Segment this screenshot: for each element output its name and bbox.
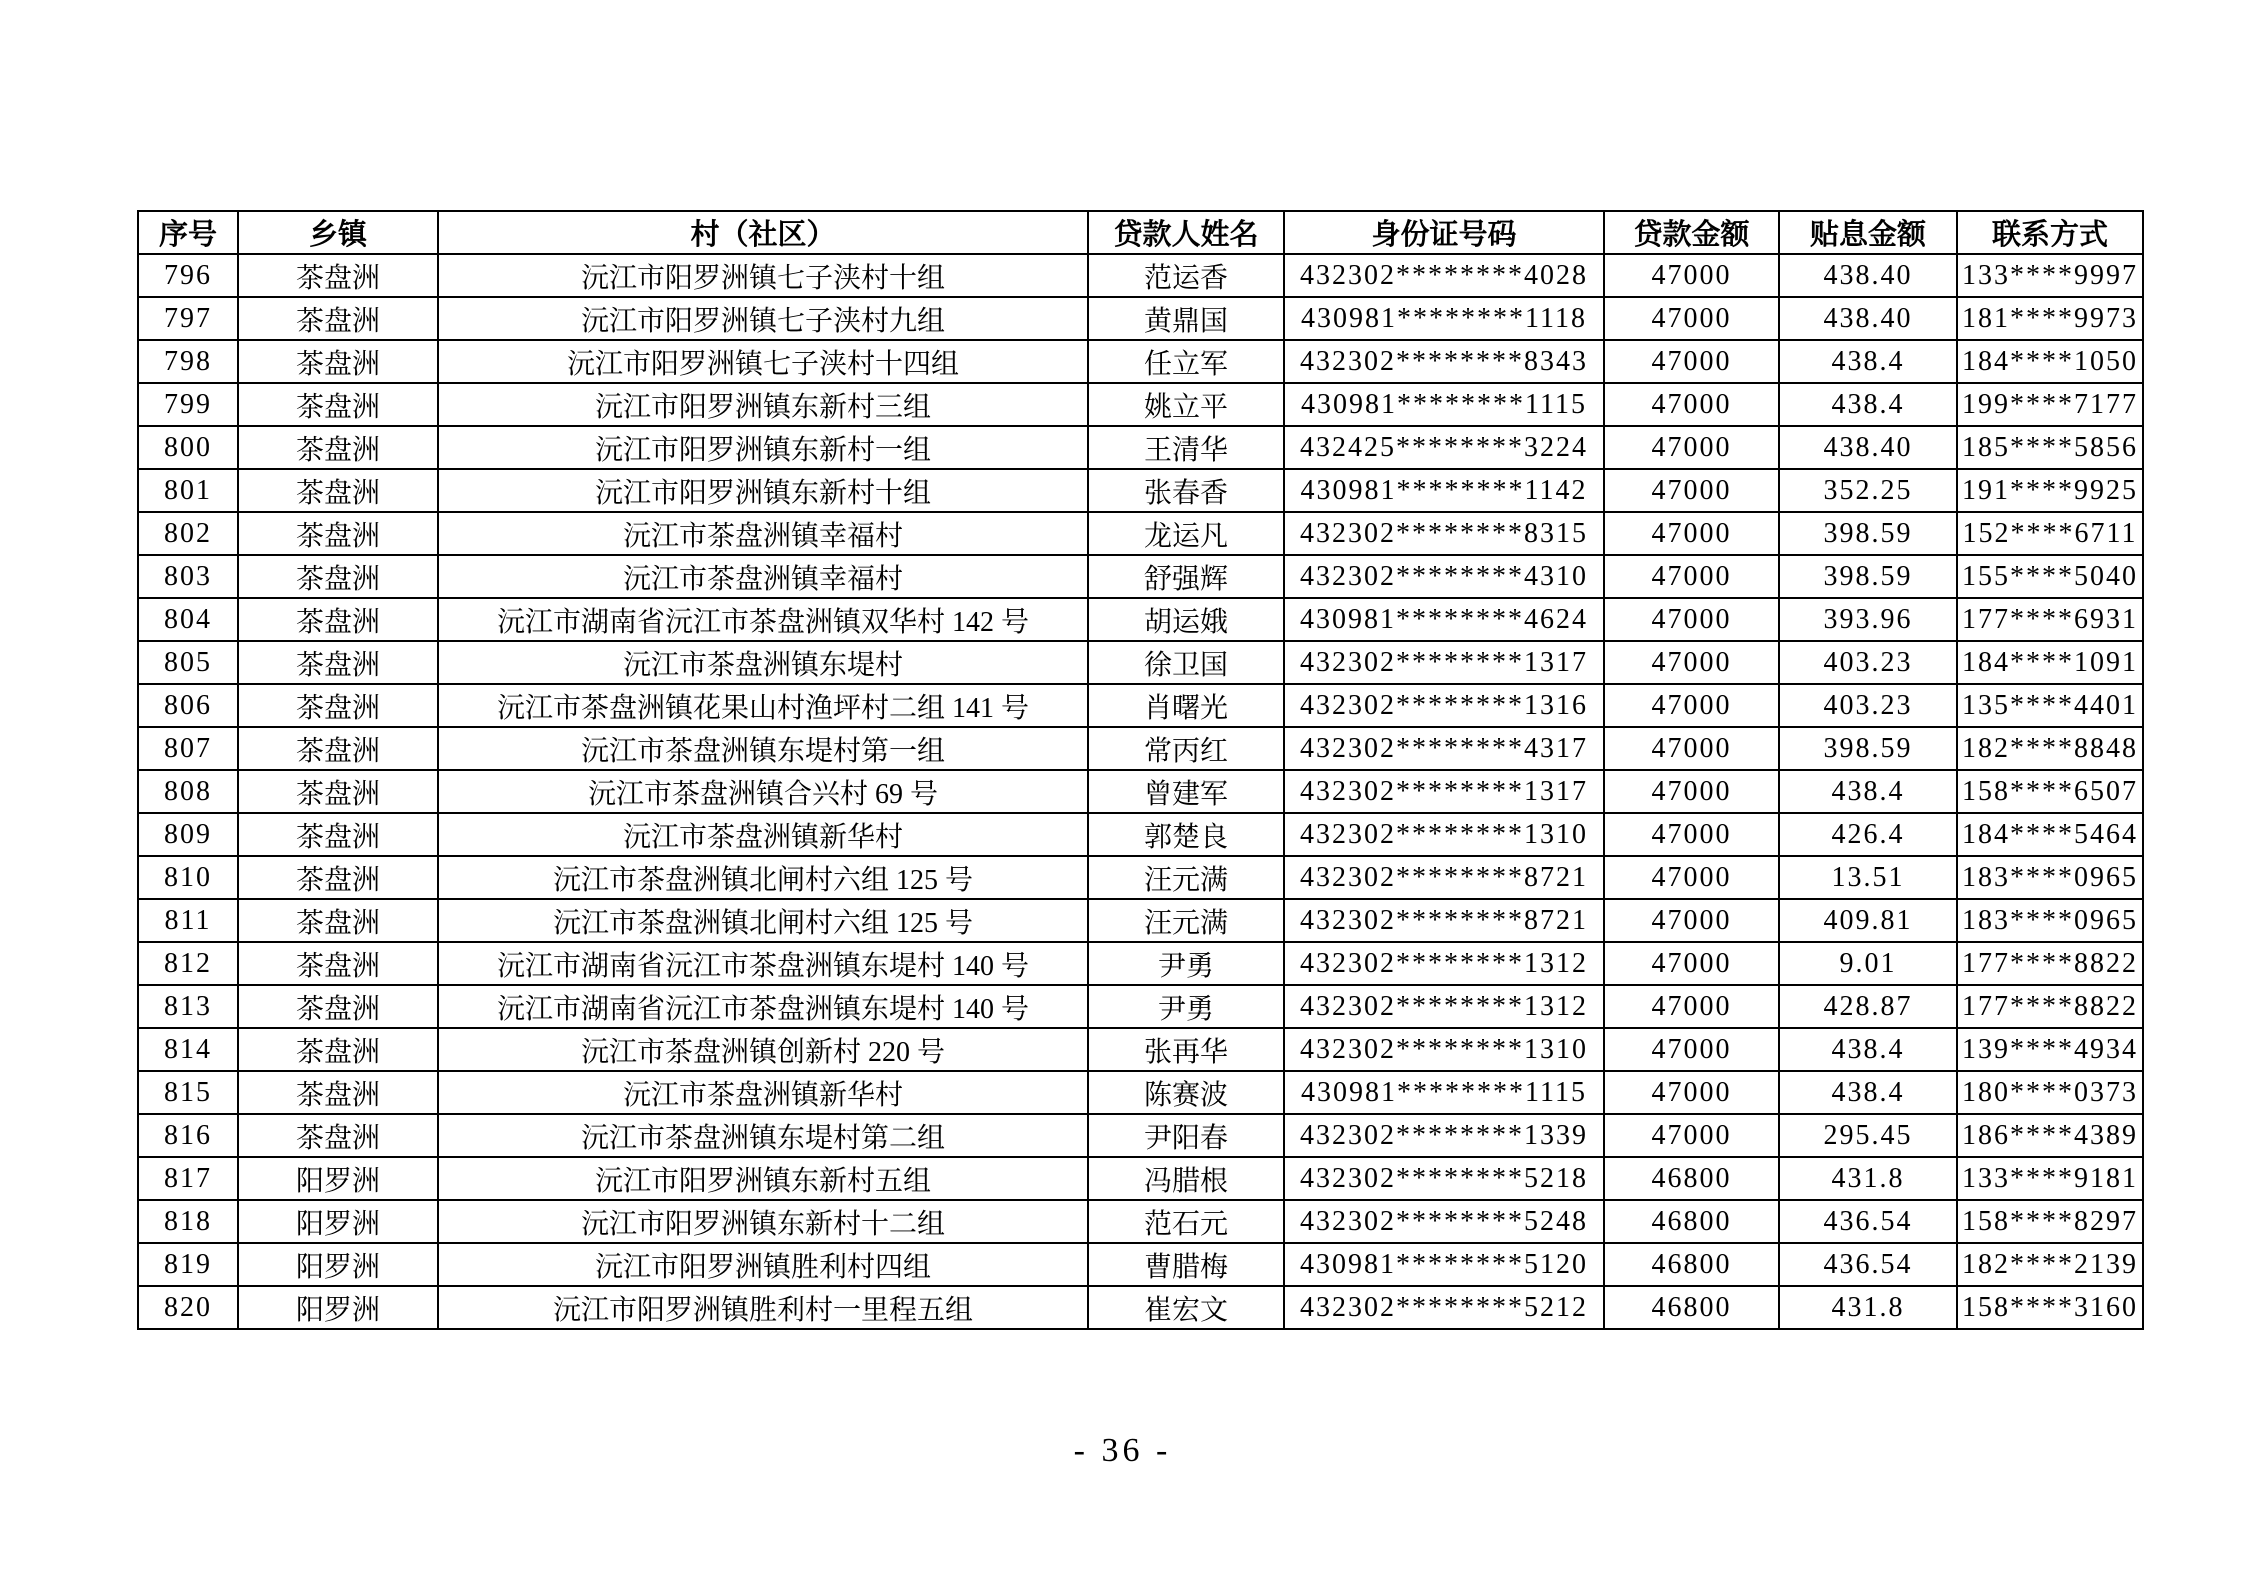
- cell-id_number: 432302********1312: [1284, 985, 1604, 1028]
- table-row: [138, 1243, 2143, 1286]
- table-row: [138, 426, 2143, 469]
- cell-contact: 155****5040: [1957, 555, 2143, 598]
- cell-subsidy_amount: 426.4: [1779, 813, 1957, 856]
- cell-contact: 133****9997: [1957, 254, 2143, 297]
- cell-township: 茶盘洲: [238, 1028, 438, 1071]
- cell-contact: 152****6711: [1957, 512, 2143, 555]
- table-header-row: [138, 211, 2143, 254]
- table-row: [138, 1114, 2143, 1157]
- cell-seq: 804: [138, 598, 238, 641]
- cell-township: 茶盘洲: [238, 1114, 438, 1157]
- cell-subsidy_amount: 436.54: [1779, 1243, 1957, 1286]
- table-row: [138, 770, 2143, 813]
- cell-village: 沅江市茶盘洲镇东堤村: [438, 641, 1088, 684]
- cell-contact: 180****0373: [1957, 1071, 2143, 1114]
- table-row: [138, 856, 2143, 899]
- cell-village: 沅江市茶盘洲镇幸福村: [438, 555, 1088, 598]
- table-row: [138, 555, 2143, 598]
- cell-contact: 186****4389: [1957, 1114, 2143, 1157]
- cell-seq: 796: [138, 254, 238, 297]
- table-row: [138, 1157, 2143, 1200]
- table-row: [138, 1200, 2143, 1243]
- cell-loan_amount: 46800: [1604, 1243, 1779, 1286]
- cell-township: 阳罗洲: [238, 1286, 438, 1329]
- cell-id_number: 432302********1310: [1284, 813, 1604, 856]
- cell-seq: 805: [138, 641, 238, 684]
- cell-subsidy_amount: 398.59: [1779, 555, 1957, 598]
- cell-subsidy_amount: 438.4: [1779, 383, 1957, 426]
- cell-loan_amount: 47000: [1604, 856, 1779, 899]
- cell-seq: 807: [138, 727, 238, 770]
- cell-borrower: 龙运凡: [1088, 512, 1284, 555]
- cell-subsidy_amount: 403.23: [1779, 684, 1957, 727]
- cell-contact: 183****0965: [1957, 899, 2143, 942]
- cell-contact: 158****3160: [1957, 1286, 2143, 1329]
- cell-contact: 177****6931: [1957, 598, 2143, 641]
- cell-township: 茶盘洲: [238, 641, 438, 684]
- cell-loan_amount: 47000: [1604, 1028, 1779, 1071]
- cell-contact: 182****8848: [1957, 727, 2143, 770]
- cell-subsidy_amount: 403.23: [1779, 641, 1957, 684]
- cell-seq: 812: [138, 942, 238, 985]
- cell-loan_amount: 47000: [1604, 254, 1779, 297]
- cell-village: 沅江市茶盘洲镇北闸村六组 125 号: [438, 899, 1088, 942]
- cell-loan_amount: 47000: [1604, 684, 1779, 727]
- loan-subsidy-table: [137, 210, 2144, 1330]
- cell-village: 沅江市阳罗洲镇东新村一组: [438, 426, 1088, 469]
- cell-loan_amount: 47000: [1604, 297, 1779, 340]
- cell-borrower: 范石元: [1088, 1200, 1284, 1243]
- cell-id_number: 432302********1317: [1284, 641, 1604, 684]
- table-row: [138, 254, 2143, 297]
- cell-borrower: 陈赛波: [1088, 1071, 1284, 1114]
- cell-borrower: 张再华: [1088, 1028, 1284, 1071]
- cell-contact: 183****0965: [1957, 856, 2143, 899]
- cell-subsidy_amount: 438.40: [1779, 426, 1957, 469]
- table-row: [138, 383, 2143, 426]
- cell-id_number: 430981********1118: [1284, 297, 1604, 340]
- cell-id_number: 432302********1316: [1284, 684, 1604, 727]
- cell-borrower: 冯腊根: [1088, 1157, 1284, 1200]
- cell-township: 阳罗洲: [238, 1200, 438, 1243]
- cell-contact: 184****5464: [1957, 813, 2143, 856]
- table-row: [138, 899, 2143, 942]
- cell-id_number: 432302********1312: [1284, 942, 1604, 985]
- cell-loan_amount: 47000: [1604, 555, 1779, 598]
- cell-id_number: 430981********5120: [1284, 1243, 1604, 1286]
- cell-subsidy_amount: 438.4: [1779, 1071, 1957, 1114]
- cell-seq: 800: [138, 426, 238, 469]
- cell-borrower: 黄鼎国: [1088, 297, 1284, 340]
- table-row: [138, 340, 2143, 383]
- cell-loan_amount: 46800: [1604, 1200, 1779, 1243]
- cell-subsidy_amount: 436.54: [1779, 1200, 1957, 1243]
- cell-loan_amount: 47000: [1604, 383, 1779, 426]
- cell-village: 沅江市茶盘洲镇东堤村第一组: [438, 727, 1088, 770]
- cell-subsidy_amount: 438.40: [1779, 254, 1957, 297]
- cell-subsidy_amount: 438.40: [1779, 297, 1957, 340]
- cell-seq: 808: [138, 770, 238, 813]
- cell-id_number: 432302********5218: [1284, 1157, 1604, 1200]
- cell-borrower: 尹勇: [1088, 942, 1284, 985]
- cell-contact: 191****9925: [1957, 469, 2143, 512]
- cell-township: 茶盘洲: [238, 598, 438, 641]
- cell-seq: 799: [138, 383, 238, 426]
- cell-subsidy_amount: 9.01: [1779, 942, 1957, 985]
- cell-borrower: 曾建军: [1088, 770, 1284, 813]
- cell-seq: 806: [138, 684, 238, 727]
- cell-borrower: 崔宏文: [1088, 1286, 1284, 1329]
- table-row: [138, 684, 2143, 727]
- cell-borrower: 任立军: [1088, 340, 1284, 383]
- cell-seq: 813: [138, 985, 238, 1028]
- cell-loan_amount: 47000: [1604, 512, 1779, 555]
- cell-borrower: 肖曙光: [1088, 684, 1284, 727]
- cell-loan_amount: 47000: [1604, 770, 1779, 813]
- cell-subsidy_amount: 352.25: [1779, 469, 1957, 512]
- cell-village: 沅江市阳罗洲镇七子浃村九组: [438, 297, 1088, 340]
- table-row: [138, 942, 2143, 985]
- page-number: - 36 -: [1073, 1432, 1172, 1469]
- cell-village: 沅江市茶盘洲镇幸福村: [438, 512, 1088, 555]
- cell-township: 茶盘洲: [238, 985, 438, 1028]
- cell-contact: 184****1091: [1957, 641, 2143, 684]
- cell-id_number: 430981********4624: [1284, 598, 1604, 641]
- cell-id_number: 432302********1339: [1284, 1114, 1604, 1157]
- cell-seq: 811: [138, 899, 238, 942]
- cell-seq: 798: [138, 340, 238, 383]
- cell-village: 沅江市阳罗洲镇东新村三组: [438, 383, 1088, 426]
- cell-subsidy_amount: 398.59: [1779, 512, 1957, 555]
- cell-contact: 182****2139: [1957, 1243, 2143, 1286]
- cell-village: 沅江市阳罗洲镇东新村十组: [438, 469, 1088, 512]
- cell-seq: 820: [138, 1286, 238, 1329]
- cell-subsidy_amount: 431.8: [1779, 1286, 1957, 1329]
- cell-contact: 185****5856: [1957, 426, 2143, 469]
- cell-township: 茶盘洲: [238, 340, 438, 383]
- table-row: [138, 985, 2143, 1028]
- table-row: [138, 297, 2143, 340]
- table-body: [138, 254, 2143, 1329]
- cell-loan_amount: 47000: [1604, 340, 1779, 383]
- cell-seq: 816: [138, 1114, 238, 1157]
- cell-subsidy_amount: 438.4: [1779, 1028, 1957, 1071]
- cell-seq: 815: [138, 1071, 238, 1114]
- cell-id_number: 432302********1310: [1284, 1028, 1604, 1071]
- cell-township: 茶盘洲: [238, 254, 438, 297]
- table-row: [138, 1028, 2143, 1071]
- cell-borrower: 姚立平: [1088, 383, 1284, 426]
- cell-borrower: 尹勇: [1088, 985, 1284, 1028]
- cell-loan_amount: 46800: [1604, 1286, 1779, 1329]
- cell-township: 茶盘洲: [238, 1071, 438, 1114]
- column-header-subsidy_amount: 贴息金额: [1779, 211, 1957, 254]
- column-header-contact: 联系方式: [1957, 211, 2143, 254]
- cell-township: 阳罗洲: [238, 1157, 438, 1200]
- cell-subsidy_amount: 438.4: [1779, 340, 1957, 383]
- cell-loan_amount: 47000: [1604, 1114, 1779, 1157]
- column-header-seq: 序号: [138, 211, 238, 254]
- cell-subsidy_amount: 398.59: [1779, 727, 1957, 770]
- cell-seq: 814: [138, 1028, 238, 1071]
- cell-seq: 810: [138, 856, 238, 899]
- cell-village: 沅江市茶盘洲镇新华村: [438, 813, 1088, 856]
- cell-borrower: 常丙红: [1088, 727, 1284, 770]
- cell-loan_amount: 47000: [1604, 426, 1779, 469]
- cell-seq: 819: [138, 1243, 238, 1286]
- cell-village: 沅江市茶盘洲镇合兴村 69 号: [438, 770, 1088, 813]
- cell-village: 沅江市阳罗洲镇胜利村四组: [438, 1243, 1088, 1286]
- cell-village: 沅江市湖南省沅江市茶盘洲镇双华村 142 号: [438, 598, 1088, 641]
- cell-id_number: 430981********1115: [1284, 1071, 1604, 1114]
- table-row: [138, 727, 2143, 770]
- cell-contact: 184****1050: [1957, 340, 2143, 383]
- cell-township: 茶盘洲: [238, 297, 438, 340]
- cell-seq: 809: [138, 813, 238, 856]
- table-row: [138, 1286, 2143, 1329]
- column-header-village: 村（社区）: [438, 211, 1088, 254]
- cell-borrower: 张春香: [1088, 469, 1284, 512]
- cell-borrower: 尹阳春: [1088, 1114, 1284, 1157]
- cell-township: 茶盘洲: [238, 555, 438, 598]
- table-row: [138, 512, 2143, 555]
- cell-id_number: 432302********4310: [1284, 555, 1604, 598]
- cell-loan_amount: 47000: [1604, 985, 1779, 1028]
- column-header-township: 乡镇: [238, 211, 438, 254]
- cell-loan_amount: 47000: [1604, 899, 1779, 942]
- cell-township: 茶盘洲: [238, 684, 438, 727]
- cell-id_number: 430981********1142: [1284, 469, 1604, 512]
- cell-seq: 797: [138, 297, 238, 340]
- cell-id_number: 432302********1317: [1284, 770, 1604, 813]
- cell-township: 茶盘洲: [238, 856, 438, 899]
- cell-loan_amount: 47000: [1604, 813, 1779, 856]
- cell-id_number: 432302********4317: [1284, 727, 1604, 770]
- cell-village: 沅江市茶盘洲镇花果山村渔坪村二组 141 号: [438, 684, 1088, 727]
- cell-village: 沅江市湖南省沅江市茶盘洲镇东堤村 140 号: [438, 942, 1088, 985]
- cell-borrower: 汪元满: [1088, 856, 1284, 899]
- cell-contact: 199****7177: [1957, 383, 2143, 426]
- cell-id_number: 432302********8721: [1284, 899, 1604, 942]
- table-header: [138, 211, 2143, 254]
- cell-township: 茶盘洲: [238, 512, 438, 555]
- cell-contact: 158****6507: [1957, 770, 2143, 813]
- cell-seq: 817: [138, 1157, 238, 1200]
- cell-contact: 158****8297: [1957, 1200, 2143, 1243]
- cell-village: 沅江市阳罗洲镇七子浃村十四组: [438, 340, 1088, 383]
- cell-contact: 177****8822: [1957, 985, 2143, 1028]
- cell-borrower: 郭楚良: [1088, 813, 1284, 856]
- cell-id_number: 432302********5212: [1284, 1286, 1604, 1329]
- cell-borrower: 汪元满: [1088, 899, 1284, 942]
- cell-loan_amount: 47000: [1604, 1071, 1779, 1114]
- cell-seq: 802: [138, 512, 238, 555]
- cell-borrower: 王清华: [1088, 426, 1284, 469]
- table-row: [138, 598, 2143, 641]
- column-header-loan_amount: 贷款金额: [1604, 211, 1779, 254]
- cell-subsidy_amount: 409.81: [1779, 899, 1957, 942]
- cell-village: 沅江市茶盘洲镇北闸村六组 125 号: [438, 856, 1088, 899]
- cell-contact: 139****4934: [1957, 1028, 2143, 1071]
- cell-loan_amount: 47000: [1604, 942, 1779, 985]
- column-header-borrower: 贷款人姓名: [1088, 211, 1284, 254]
- cell-loan_amount: 47000: [1604, 641, 1779, 684]
- cell-village: 沅江市阳罗洲镇胜利村一里程五组: [438, 1286, 1088, 1329]
- cell-village: 沅江市湖南省沅江市茶盘洲镇东堤村 140 号: [438, 985, 1088, 1028]
- cell-township: 茶盘洲: [238, 383, 438, 426]
- cell-borrower: 曹腊梅: [1088, 1243, 1284, 1286]
- cell-village: 沅江市茶盘洲镇创新村 220 号: [438, 1028, 1088, 1071]
- table-row: [138, 1071, 2143, 1114]
- cell-seq: 801: [138, 469, 238, 512]
- cell-seq: 818: [138, 1200, 238, 1243]
- cell-borrower: 舒强辉: [1088, 555, 1284, 598]
- cell-id_number: 432302********8721: [1284, 856, 1604, 899]
- cell-township: 茶盘洲: [238, 426, 438, 469]
- cell-seq: 803: [138, 555, 238, 598]
- cell-loan_amount: 46800: [1604, 1157, 1779, 1200]
- cell-contact: 135****4401: [1957, 684, 2143, 727]
- cell-id_number: 432302********5248: [1284, 1200, 1604, 1243]
- cell-township: 茶盘洲: [238, 469, 438, 512]
- cell-township: 茶盘洲: [238, 770, 438, 813]
- table-row: [138, 813, 2143, 856]
- cell-township: 茶盘洲: [238, 899, 438, 942]
- cell-borrower: 范运香: [1088, 254, 1284, 297]
- cell-township: 茶盘洲: [238, 942, 438, 985]
- cell-village: 沅江市茶盘洲镇东堤村第二组: [438, 1114, 1088, 1157]
- cell-contact: 177****8822: [1957, 942, 2143, 985]
- column-header-id_number: 身份证号码: [1284, 211, 1604, 254]
- table-row: [138, 469, 2143, 512]
- cell-id_number: 432302********8343: [1284, 340, 1604, 383]
- cell-subsidy_amount: 438.4: [1779, 770, 1957, 813]
- cell-village: 沅江市阳罗洲镇东新村五组: [438, 1157, 1088, 1200]
- cell-township: 茶盘洲: [238, 813, 438, 856]
- cell-loan_amount: 47000: [1604, 727, 1779, 770]
- cell-loan_amount: 47000: [1604, 598, 1779, 641]
- cell-township: 阳罗洲: [238, 1243, 438, 1286]
- cell-subsidy_amount: 295.45: [1779, 1114, 1957, 1157]
- cell-id_number: 432425********3224: [1284, 426, 1604, 469]
- table-row: [138, 641, 2143, 684]
- cell-village: 沅江市茶盘洲镇新华村: [438, 1071, 1088, 1114]
- cell-borrower: 徐卫国: [1088, 641, 1284, 684]
- cell-id_number: 430981********1115: [1284, 383, 1604, 426]
- cell-contact: 133****9181: [1957, 1157, 2143, 1200]
- cell-subsidy_amount: 13.51: [1779, 856, 1957, 899]
- cell-loan_amount: 47000: [1604, 469, 1779, 512]
- cell-village: 沅江市阳罗洲镇东新村十二组: [438, 1200, 1088, 1243]
- cell-subsidy_amount: 428.87: [1779, 985, 1957, 1028]
- cell-borrower: 胡运娥: [1088, 598, 1284, 641]
- cell-id_number: 432302********8315: [1284, 512, 1604, 555]
- cell-subsidy_amount: 393.96: [1779, 598, 1957, 641]
- cell-subsidy_amount: 431.8: [1779, 1157, 1957, 1200]
- cell-contact: 181****9973: [1957, 297, 2143, 340]
- cell-village: 沅江市阳罗洲镇七子浃村十组: [438, 254, 1088, 297]
- cell-id_number: 432302********4028: [1284, 254, 1604, 297]
- cell-township: 茶盘洲: [238, 727, 438, 770]
